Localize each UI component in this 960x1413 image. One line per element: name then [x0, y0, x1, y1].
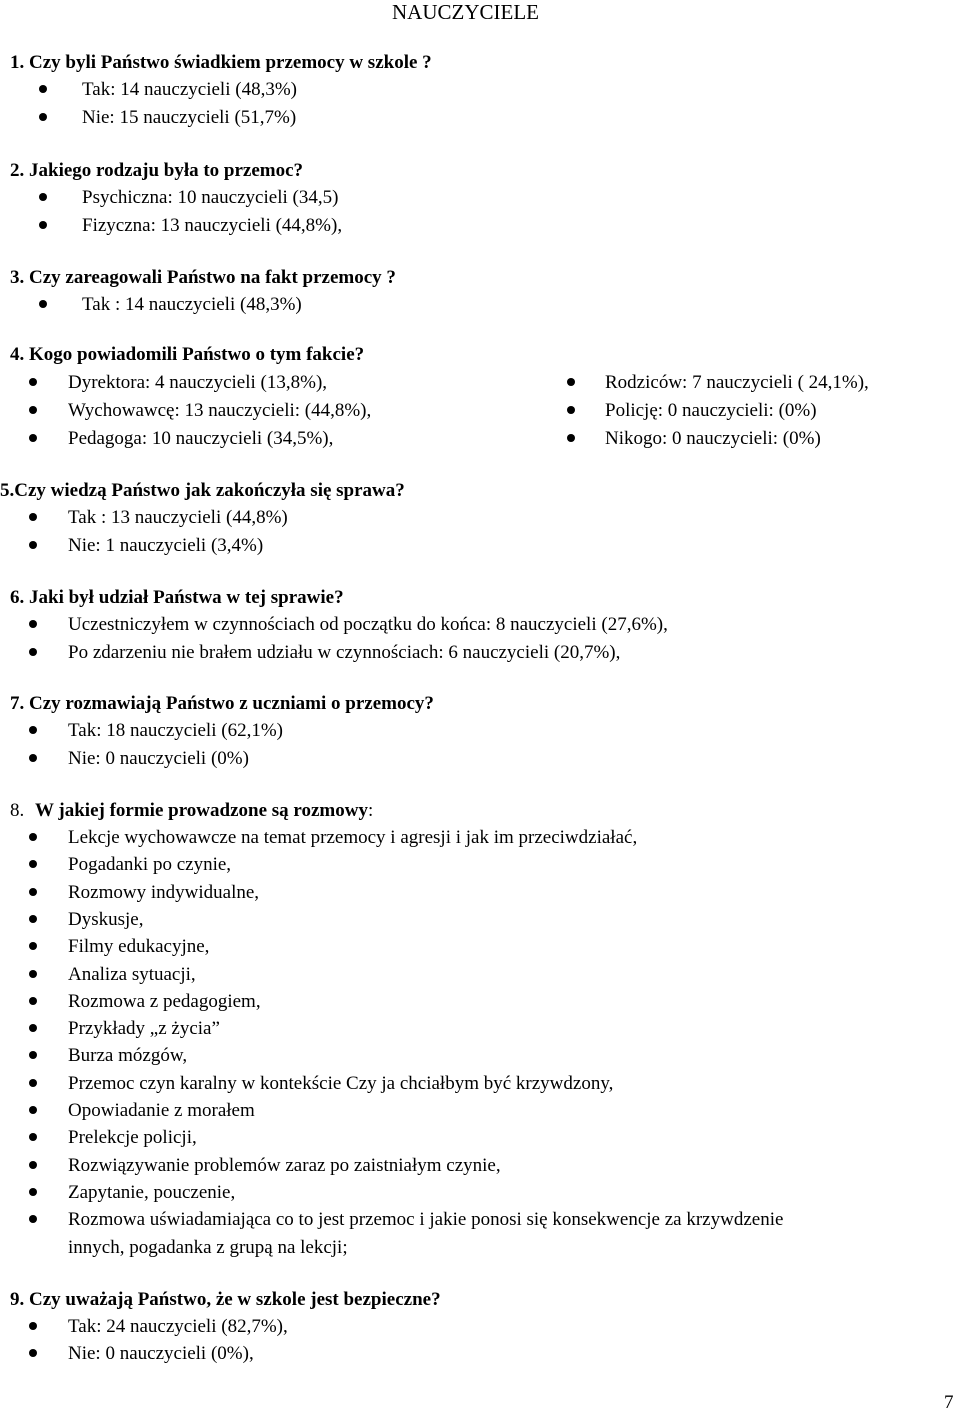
- bullet-icon: [29, 860, 37, 868]
- list-item: Rozwiązywanie problemów zaraz po zaistniałym czynie,: [68, 1154, 501, 1176]
- list-item: Po zdarzeniu nie brałem udziału w czynnościach: 6 nauczycieli (20,7%),: [68, 642, 621, 663]
- list-item: Tak : 14 nauczycieli (48,3%): [82, 294, 302, 315]
- list-item: Rozmowy indywidualne,: [68, 881, 260, 903]
- question-heading-7: 7. Czy rozmawiają Państwo z uczniami o przemocy?: [10, 693, 434, 714]
- question-heading-3: 3. Czy zareagowali Państwo na fakt przemocy ?: [10, 267, 396, 288]
- list-item: Pogadanki po czynie,: [68, 854, 232, 876]
- list-item: Dyskusje,: [68, 908, 144, 930]
- bullet-icon: [29, 406, 37, 414]
- list-item: Rozmowa z pedagogiem,: [68, 990, 261, 1012]
- list-item: Burza mózgów,: [68, 1045, 188, 1067]
- bullet-icon: [29, 1079, 37, 1087]
- bullet-icon: [29, 1188, 37, 1196]
- bullet-icon: [29, 1133, 37, 1141]
- list-item: Prelekcje policji,: [68, 1127, 197, 1149]
- bullet-icon: [29, 1215, 37, 1223]
- question-heading-9: 9. Czy uważają Państwo, że w szkole jest bezpieczne?: [10, 1289, 441, 1310]
- list-item: Nikogo: 0 nauczycieli: (0%): [605, 428, 821, 449]
- bullet-icon: [39, 221, 47, 229]
- bullet-icon: [29, 1161, 37, 1169]
- list-item: Rodziców: 7 nauczycieli ( 24,1%),: [605, 372, 869, 393]
- list-item: Tak : 13 nauczycieli (44,8%): [68, 507, 288, 528]
- list-item: Nie: 0 nauczycieli (0%): [68, 748, 249, 769]
- bullet-icon: [29, 915, 37, 923]
- bullet-icon: [39, 300, 47, 308]
- list-item: Lekcje wychowawcze na temat przemocy i agresji i jak im przeciwdziałać,: [68, 827, 638, 848]
- list-item: Analiza sytuacji,: [68, 963, 196, 985]
- list-item: Zapytanie, pouczenie,: [68, 1181, 236, 1203]
- question-number: 8.: [10, 800, 25, 821]
- question-text: W jakiej formie prowadzone są rozmowy: [35, 800, 368, 821]
- bullet-icon: [29, 1106, 37, 1114]
- list-item: Fizyczna: 13 nauczycieli (44,8%),: [82, 215, 343, 236]
- bullet-icon: [29, 513, 37, 521]
- list-item: Filmy edukacyjne,: [68, 936, 210, 958]
- list-item: Tak: 18 nauczycieli (62,1%): [68, 720, 283, 741]
- question-heading-6: 6. Jaki był udział Państwa w tej sprawie?: [10, 587, 344, 608]
- bullet-icon: [39, 193, 47, 201]
- page-title: NAUCZYCIELE: [392, 0, 539, 24]
- bullet-icon: [29, 648, 37, 656]
- list-item: Policję: 0 nauczycieli: (0%): [605, 400, 817, 421]
- bullet-icon: [29, 1024, 37, 1032]
- list-item: Tak: 14 nauczycieli (48,3%): [82, 79, 297, 100]
- list-item: Pedagoga: 10 nauczycieli (34,5%),: [68, 428, 334, 449]
- bullet-icon: [29, 888, 37, 896]
- list-item: innych, pogadanka z grupą na lekcji;: [68, 1236, 348, 1258]
- question-heading-2: 2. Jakiego rodzaju była to przemoc?: [10, 160, 304, 181]
- list-item: Tak: 24 nauczycieli (82,7%),: [68, 1316, 288, 1337]
- question-colon: :: [367, 800, 374, 821]
- list-item: Przemoc czyn karalny w kontekście Czy ja chciałbym być krzywdzony,: [68, 1072, 614, 1094]
- bullet-icon: [29, 754, 37, 762]
- bullet-icon: [29, 970, 37, 978]
- bullet-icon: [567, 434, 575, 442]
- bullet-icon: [39, 85, 47, 93]
- list-item: Uczestniczyłem w czynnościach od początku do końca: 8 nauczycieli (27,6%),: [68, 614, 668, 635]
- bullet-icon: [567, 378, 575, 386]
- list-item: Przykłady „z życia”: [68, 1018, 220, 1040]
- list-item: Nie: 0 nauczycieli (0%),: [68, 1343, 254, 1364]
- question-heading-4: 4. Kogo powiadomili Państwo o tym fakcie?: [10, 344, 365, 365]
- question-heading-5: 5.Czy wiedzą Państwo jak zakończyła się sprawa?: [0, 480, 405, 501]
- list-item: Opowiadanie z morałem: [68, 1100, 255, 1121]
- bullet-icon: [29, 726, 37, 734]
- bullet-icon: [29, 1349, 37, 1357]
- list-item: Dyrektora: 4 nauczycieli (13,8%),: [68, 372, 328, 393]
- list-item: Psychiczna: 10 nauczycieli (34,5): [82, 187, 339, 208]
- bullet-icon: [29, 541, 37, 549]
- list-item: Nie: 15 nauczycieli (51,7%): [82, 107, 297, 128]
- bullet-icon: [29, 833, 37, 841]
- question-heading-8: [10, 801, 373, 820]
- bullet-icon: [39, 113, 47, 121]
- bullet-icon: [29, 434, 37, 442]
- bullet-icon: [29, 942, 37, 950]
- bullet-icon: [29, 1051, 37, 1059]
- list-item: Rozmowa uświadamiająca co to jest przemoc i jakie ponosi się konsekwencje za krzywdzenie: [68, 1209, 784, 1231]
- bullet-icon: [29, 378, 37, 386]
- list-item: Nie: 1 nauczycieli (3,4%): [68, 535, 264, 556]
- question-heading-1: 1. Czy byli Państwo świadkiem przemocy w szkole ?: [10, 52, 432, 73]
- list-item: Wychowawcę: 13 nauczycieli: (44,8%),: [68, 400, 372, 421]
- bullet-icon: [29, 997, 37, 1005]
- bullet-icon: [567, 406, 575, 414]
- bullet-icon: [29, 1322, 37, 1330]
- page-number: 7: [944, 1392, 954, 1413]
- bullet-icon: [29, 620, 37, 628]
